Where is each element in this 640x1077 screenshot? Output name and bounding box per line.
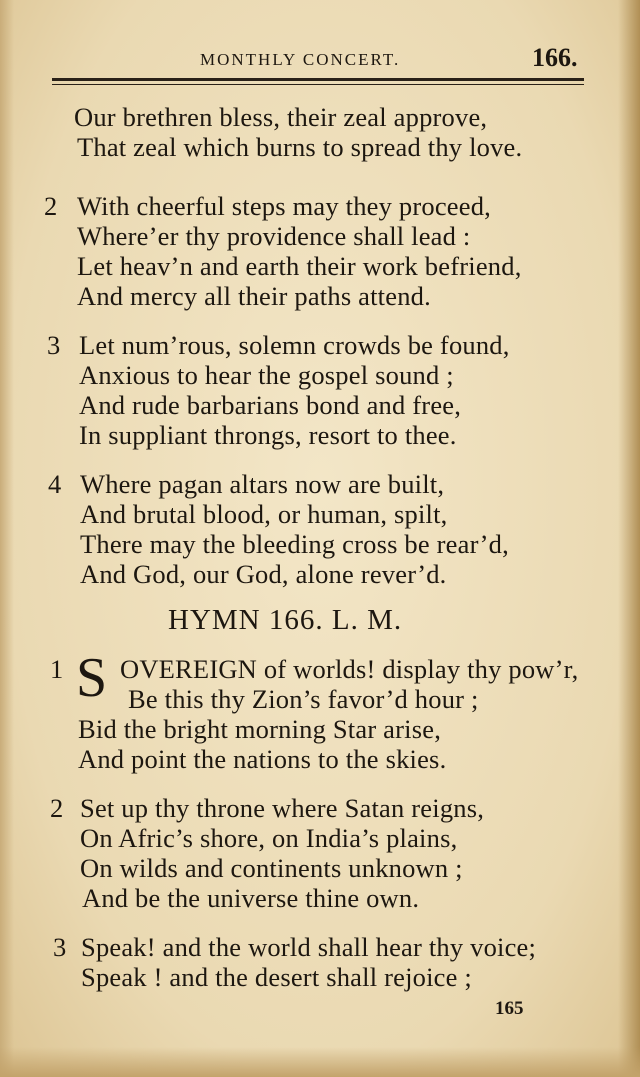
verse-line: Speak ! and the desert shall rejoice ;: [81, 962, 472, 992]
verse-line: Anxious to hear the gospel sound ;: [79, 360, 454, 390]
verse-line: Speak! and the world shall hear thy voice;: [81, 932, 537, 962]
stanza-number: 2: [50, 793, 64, 823]
verse-line: In suppliant throngs, resort to thee.: [79, 420, 457, 450]
first-word-smallcaps: OVEREIGN: [120, 654, 258, 684]
verse-line: And rude barbarians bond and free,: [79, 390, 462, 420]
verse-line: And mercy all their paths attend.: [77, 281, 431, 311]
stanza-number: 2: [44, 191, 58, 221]
running-title: MONTHLY CONCERT.: [200, 50, 401, 69]
verse-line: Where’er thy providence shall lead :: [77, 221, 471, 251]
stanza-number: 1: [50, 654, 64, 684]
stanza-number: 3: [53, 932, 67, 962]
verse-line: Where pagan altars now are built,: [80, 469, 445, 499]
header-rule-thin: [52, 84, 584, 85]
verse-line: Set up thy throne where Satan reigns,: [80, 793, 485, 823]
verse-line: On wilds and continents unknown ;: [80, 853, 463, 883]
page-edge-shadow-left: [0, 0, 14, 1077]
verse-line: On Afric’s shore, on India’s plains,: [80, 823, 458, 853]
header-rule-thick: [52, 78, 584, 81]
drop-cap: S: [76, 647, 108, 709]
page-edge-shadow-right: [618, 0, 640, 1077]
signature-number: 165: [495, 998, 524, 1019]
page-edge-shadow-bottom: [0, 1047, 640, 1077]
verse-line: And God, our God, alone rever’d.: [80, 559, 447, 589]
verse-line: Our brethren bless, their zeal approve,: [74, 102, 488, 132]
page-number: 166.: [532, 43, 578, 72]
first-line-rest: of worlds! display thy pow’r,: [257, 654, 579, 684]
stanza-number: 4: [48, 469, 62, 499]
verse-line: Let num’rous, solemn crowds be found,: [79, 330, 510, 360]
verse-line: That zeal which burns to spread thy love.: [77, 132, 523, 162]
stanza-number: 3: [47, 330, 61, 360]
verse-line: And be the universe thine own.: [82, 883, 420, 913]
verse-line: Bid the bright morning Star arise,: [78, 714, 442, 744]
verse-line: And brutal blood, or human, spilt,: [80, 499, 448, 529]
verse-line: Let heav’n and earth their work befriend,: [77, 251, 522, 281]
verse-line: There may the bleeding cross be rear’d,: [80, 529, 509, 559]
page-header: [50, 44, 590, 74]
verse-line: And point the nations to the skies.: [78, 744, 447, 774]
verse-line: With cheerful steps may they proceed,: [77, 191, 491, 221]
verse-line: Be this thy Zion’s favor’d hour ;: [128, 684, 479, 714]
hymn-title: HYMN 166. L. M.: [168, 604, 403, 636]
verse-line-first: [120, 654, 578, 685]
